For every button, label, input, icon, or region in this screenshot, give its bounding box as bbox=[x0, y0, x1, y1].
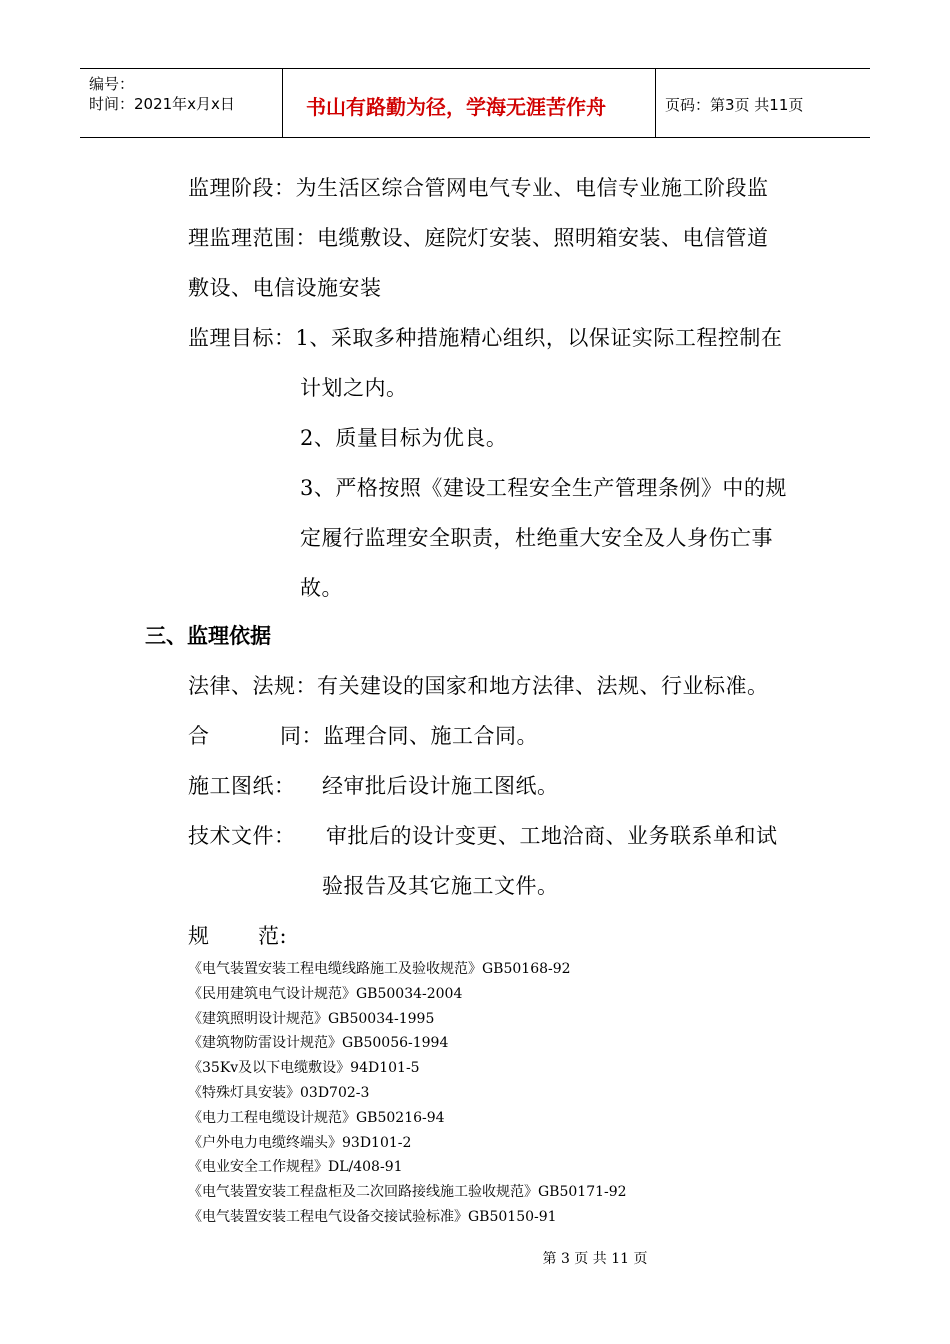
reference-item: 《电气装置安装工程电缆线路施工及验收规范》GB50168-92 bbox=[188, 961, 571, 977]
goal-line-cont: 计划之内。 bbox=[300, 376, 408, 400]
goal-item-3-cont: 定履行监理安全职责，杜绝重大安全及人身伤亡事 bbox=[300, 526, 773, 550]
reference-item: 《电气装置安装工程盘柜及二次回路接线施工验收规范》GB50171-92 bbox=[188, 1184, 627, 1201]
basis-tech-label: 技术文件： bbox=[188, 824, 296, 848]
section-title: 三、监理依据 bbox=[145, 624, 271, 648]
reference-item: 《户外电力电缆终端头》93D101-2 bbox=[188, 1134, 412, 1151]
reference-item: 《电力工程电缆设计规范》GB50216-94 bbox=[188, 1109, 445, 1126]
basis-norms-label-end: 范: bbox=[258, 924, 288, 948]
goal-item-3: 3、严格按照《建设工程安全生产管理条例》中的规 bbox=[300, 476, 787, 500]
time-label: 时间：2021年x月x日 bbox=[89, 95, 235, 113]
reference-item: 《建筑照明设计规范》GB50034-1995 bbox=[188, 1010, 435, 1027]
reference-item: 《建筑物防雷设计规范》GB50056-1994 bbox=[188, 1035, 449, 1052]
header-motto-cell bbox=[282, 69, 656, 137]
basis-tech: 审批后的设计变更、工地洽商、业务联系单和试 bbox=[326, 824, 778, 848]
basis-contract-label: 合 bbox=[188, 724, 210, 748]
reference-item: 《民用建筑电气设计规范》GB50034-2004 bbox=[188, 985, 463, 1002]
goal-line: 监理目标：1、采取多种措施精心组织，以保证实际工程控制在 bbox=[188, 326, 783, 350]
reference-item: 《电气装置安装工程电气设备交接试验标准》GB50150-91 bbox=[188, 1209, 557, 1225]
goal-item-3-end: 故。 bbox=[300, 576, 343, 600]
basis-tech-cont: 验报告及其它施工文件。 bbox=[322, 874, 559, 898]
reference-item: 《特殊灯具安装》03D702-3 bbox=[188, 1085, 370, 1101]
header-motto: 书山有路勤为径，学海无涯苦作舟 bbox=[306, 95, 606, 119]
page-code: 页码：第3页 共11页 bbox=[665, 96, 804, 114]
stage-line: 监理阶段：为生活区综合管网电气专业、电信专业施工阶段监 bbox=[188, 176, 769, 200]
basis-drawings: 经审批后设计施工图纸。 bbox=[322, 774, 559, 798]
header-info-cell bbox=[80, 69, 283, 137]
reference-item: 《35Kv及以下电缆敷设》94D101-5 bbox=[188, 1060, 420, 1077]
footer-page-number: 第 3 页 共 11 页 bbox=[542, 1251, 648, 1267]
scope-line: 理监理范围：电缆敷设、庭院灯安装、照明箱安装、电信管道 bbox=[188, 226, 769, 250]
scope-line-cont: 敷设、电信设施安装 bbox=[188, 276, 382, 300]
page-footer bbox=[0, 1248, 950, 1268]
basis-laws: 法律、法规：有关建设的国家和地方法律、法规、行业标准。 bbox=[188, 674, 769, 698]
basis-drawings-label: 施工图纸： bbox=[188, 774, 296, 798]
number-label: 编号： bbox=[89, 75, 135, 93]
basis-contract: 同：监理合同、施工合同。 bbox=[280, 724, 538, 748]
document-header bbox=[80, 68, 870, 138]
reference-item: 《电业安全工作规程》DL/408-91 bbox=[188, 1159, 403, 1176]
header-page-cell bbox=[656, 69, 870, 137]
basis-norms-label: 规 bbox=[188, 924, 210, 948]
goal-item-2: 2、质量目标为优良。 bbox=[300, 426, 508, 450]
